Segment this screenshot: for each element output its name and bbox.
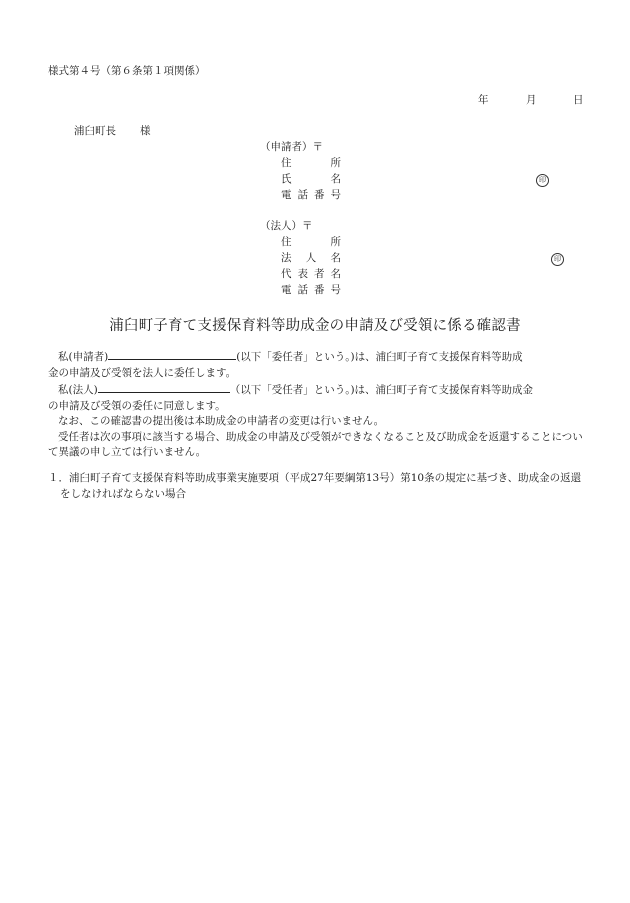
label-char: 番 — [314, 284, 325, 296]
corporation-name-label — [281, 251, 341, 266]
paragraph-text: 私(法人) — [58, 384, 98, 396]
label-char: 電 — [281, 189, 292, 201]
corporation-name-blank — [98, 381, 230, 393]
label-char: 住 — [281, 236, 292, 248]
label-char: 所 — [330, 157, 341, 169]
paragraph-delegation — [48, 348, 588, 366]
corporation-heading: （法人）〒 — [260, 220, 313, 232]
label-char: 号 — [330, 284, 341, 296]
representative-label — [281, 267, 341, 282]
label-char: 電 — [281, 284, 292, 296]
label-char: 人 — [305, 252, 317, 264]
applicant-heading: （申請者）〒 — [260, 141, 323, 153]
label-char: 代 — [281, 268, 292, 280]
paragraph-text: (以下「委任者」という。)は、浦臼町子育て支援保育料等助成 — [236, 351, 523, 363]
label-char: 話 — [297, 189, 308, 201]
label-char: 氏 — [281, 173, 292, 185]
label-char: 表 — [297, 268, 308, 280]
label-char: 名 — [330, 173, 341, 185]
applicant-name-label — [281, 172, 341, 187]
paragraph-text: 私(申請者) — [58, 351, 109, 363]
date-day: 日 — [573, 94, 584, 106]
label-char: 住 — [281, 157, 292, 169]
corporation-seal-mark: 印 — [551, 253, 564, 266]
recipient — [74, 124, 151, 139]
label-char: 名 — [330, 252, 341, 264]
label-char: 号 — [330, 189, 341, 201]
condition-text: １．浦臼町子育て支援保育料等助成事業実施要項（平成27年要綱第13号）第10条の規定に基づき、助成金の返還をしなければならない場合 — [48, 472, 582, 500]
recipient-honorific: 様 — [140, 125, 151, 137]
paragraph-consent — [48, 381, 588, 399]
label-char: 名 — [330, 268, 341, 280]
date-month: 月 — [526, 94, 537, 106]
date-year: 年 — [478, 94, 489, 106]
paragraph-text: （以下「受任者」という。)は、浦臼町子育て支援保育料等助成金 — [229, 384, 534, 396]
corporation-phone-label — [281, 283, 341, 298]
paragraph-delegation-cont: 金の申請及び受領を法人に委任します。 — [48, 366, 237, 379]
corporation-address-label — [281, 235, 341, 250]
label-char: 者 — [314, 268, 325, 280]
applicant-name-blank — [108, 348, 236, 360]
recipient-name: 浦臼町長 — [74, 125, 116, 137]
applicant-phone-label — [281, 188, 341, 203]
applicant-address-label — [281, 156, 341, 171]
paragraph-no-change: なお、この確認書の提出後は本助成金の申請者の変更は行いません。 — [58, 415, 385, 427]
form-number: 様式第４号（第６条第１項関係） — [48, 65, 206, 77]
applicant-seal-mark: 印 — [536, 174, 549, 187]
document-title: 浦臼町子育て支援保育料等助成金の申請及び受領に係る確認書 — [109, 318, 521, 334]
document-body — [48, 348, 588, 461]
condition-item-1 — [48, 471, 588, 502]
label-char: 所 — [330, 236, 341, 248]
paragraph-consent-cont: の申請及び受領の委任に同意します。 — [48, 399, 226, 412]
paragraph-refund-conditions: 受任者は次の事項に該当する場合、助成金の申請及び受領ができなくなること及び助成金を返還することについて異議の申し立ては行いません。 — [48, 430, 583, 458]
label-char: 番 — [314, 189, 325, 201]
label-char: 法 — [281, 252, 292, 264]
label-char: 話 — [297, 284, 308, 296]
